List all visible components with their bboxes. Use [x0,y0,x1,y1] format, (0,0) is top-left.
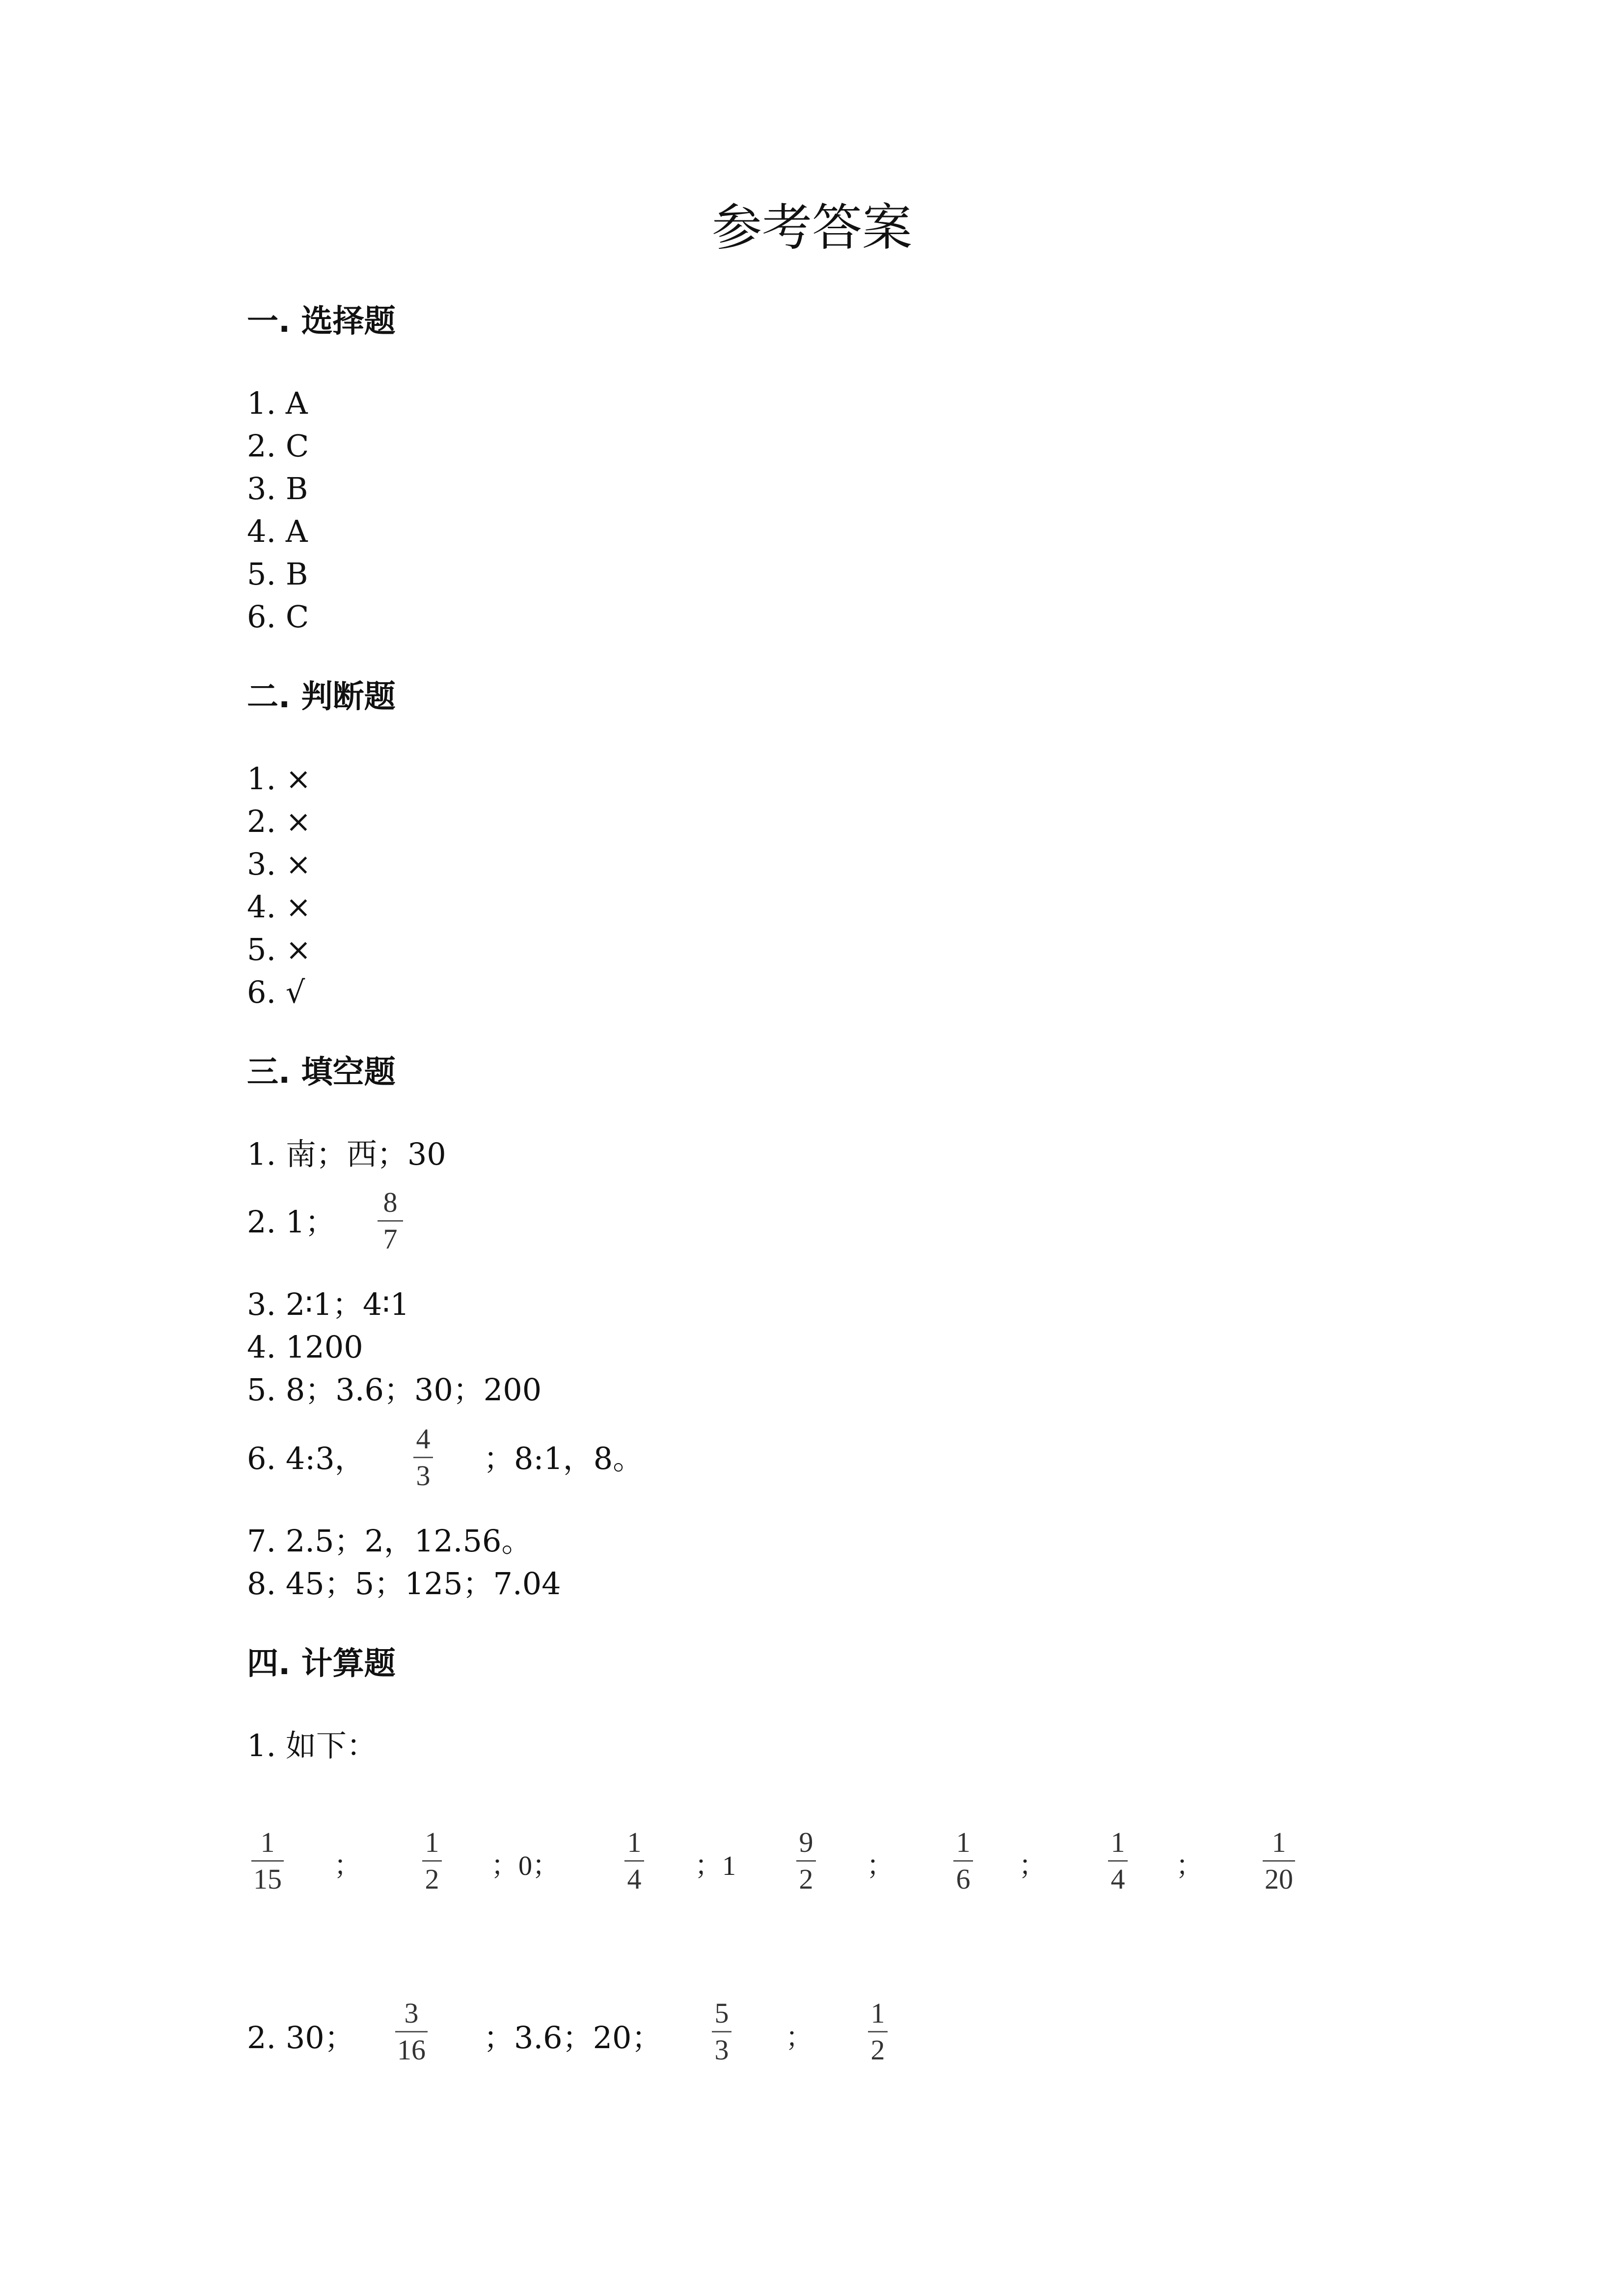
answer-line-prefix: 2. 1； [247,1204,336,1240]
fraction [791,1827,821,1895]
answer-line: 4. A [247,513,308,549]
fraction-numerator: 1 [425,1826,439,1858]
answer-line-suffix: ；8:1，8。 [484,1441,644,1476]
fraction [948,1827,978,1895]
fraction-numerator: 9 [799,1826,813,1858]
answer-line-prefix: 6. 4:3， [247,1441,365,1476]
fraction-numerator: 8 [383,1186,398,1218]
fraction-denominator: 4 [1110,1863,1125,1895]
fraction-bar [1263,1860,1295,1862]
section-heading-calculation: 四. 计算题 [247,1646,396,1682]
answer-line: 2. C [247,428,309,464]
fraction-bar [624,1860,644,1862]
fraction [417,1827,447,1895]
separator: ； [1176,1851,1203,1881]
fraction-bar [868,2031,888,2032]
fraction-denominator: 3 [416,1460,431,1492]
fraction [1259,1827,1299,1895]
fraction [408,1423,438,1492]
answer-line: 1. 南；西；30 [247,1136,446,1172]
fraction-bar [796,1860,816,1862]
fraction-numerator: 1 [1110,1826,1125,1858]
page-title: 参考答案 [712,199,912,257]
separator: ； [785,2023,813,2053]
fraction-denominator: 2 [870,2034,885,2066]
answer-line: 6. √ [247,974,305,1010]
answer-line: 5. × [247,932,311,967]
fraction [392,1998,431,2066]
fraction-bar [251,1860,284,1862]
answer-line: 1. 如下： [247,1728,377,1763]
fraction-numerator: 1 [956,1826,971,1858]
answer-line: 5. B [247,556,308,592]
fraction [707,1998,736,2066]
fraction-denominator: 16 [397,2034,426,2066]
answer-line: 3. 2∶1；4∶1 [247,1286,409,1322]
fraction-numerator: 1 [1272,1826,1286,1858]
section-heading-fill-in: 三. 填空题 [247,1054,396,1091]
answer-line: 7. 2.5；2，12.56。 [247,1523,532,1559]
answer-line: 2. × [247,803,311,839]
fraction-numerator: 5 [714,1997,729,2029]
separator: ； [866,1851,894,1881]
fraction-numerator: 1 [260,1826,275,1858]
fraction-bar [712,2031,731,2032]
fraction-denominator: 2 [799,1863,813,1895]
answer-line: 8. 45；5；125；7.04 [247,1566,561,1602]
answer-line: 3. B [247,471,308,507]
fraction-bar [1108,1860,1128,1862]
fraction-numerator: 1 [627,1826,642,1858]
fraction-denominator: 20 [1265,1863,1293,1895]
fraction [1103,1827,1133,1895]
fraction-bar [395,2031,428,2032]
answer-line: 5. 8；3.6；30；200 [247,1372,542,1408]
fraction-bar [422,1860,442,1862]
fraction-numerator: 1 [870,1997,885,2029]
fraction [248,1827,287,1895]
fraction [863,1998,893,2066]
fraction-denominator: 4 [627,1863,642,1895]
section-heading-multiple-choice: 一. 选择题 [247,303,396,340]
answer-line: 4. × [247,889,311,925]
fraction-bar [378,1220,403,1222]
separator: ； [334,1851,361,1881]
answer-line: 3. × [247,846,311,882]
answer-line: 1. A [247,385,308,421]
fraction-denominator: 15 [253,1863,282,1895]
section-heading-true-false: 二. 判断题 [247,679,396,715]
fraction-denominator: 6 [956,1863,971,1895]
fraction-denominator: 2 [425,1863,439,1895]
fraction-bar [413,1457,433,1458]
answer-line-middle: ；3.6；20； [484,2020,662,2056]
fraction [620,1827,649,1895]
answer-line: 6. C [247,599,309,635]
answer-line: 1. × [247,761,311,797]
fraction [376,1187,405,1255]
separator: ； [1019,1851,1046,1881]
fraction-denominator: 7 [383,1223,398,1255]
fraction-bar [953,1860,973,1862]
answer-line-prefix: 2. 30； [247,2020,355,2056]
fraction-numerator: 3 [404,1997,419,2029]
fraction-numerator: 4 [416,1423,431,1455]
separator: ；1 [695,1851,736,1881]
fraction-denominator: 3 [714,2034,729,2066]
separator: ；0； [491,1851,560,1881]
answer-line: 4. 1200 [247,1329,363,1365]
